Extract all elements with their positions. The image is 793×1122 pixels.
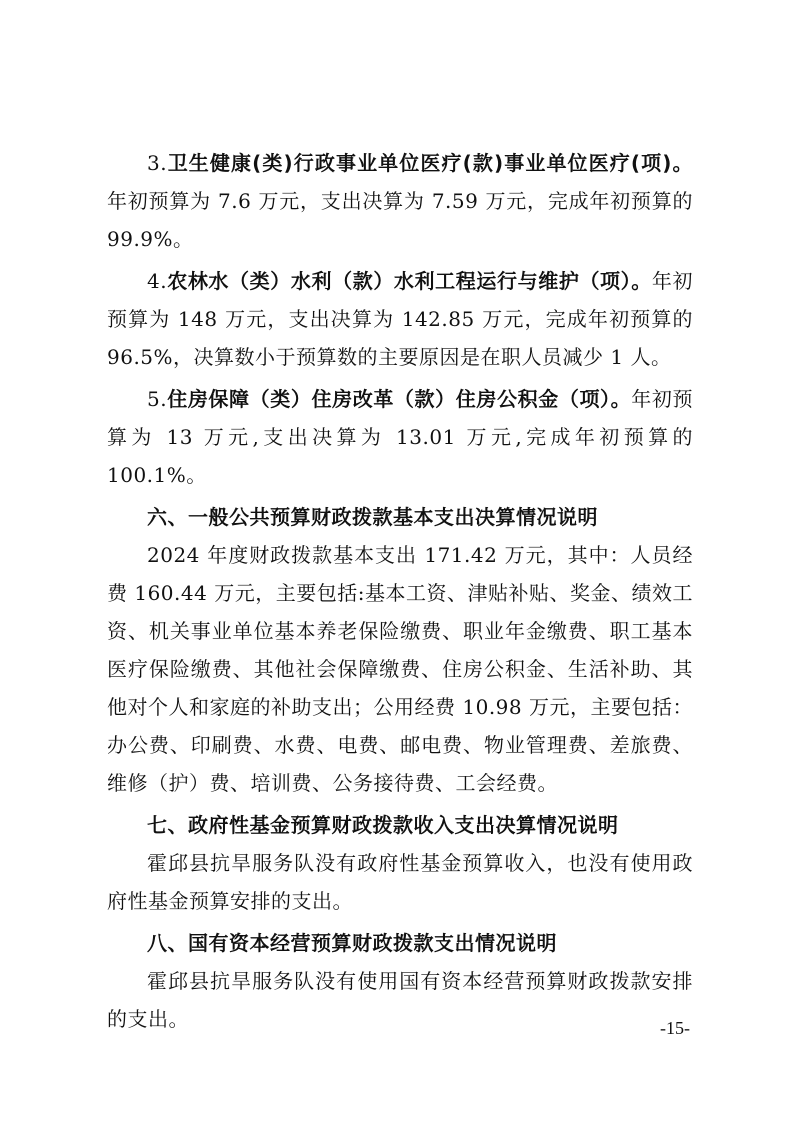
item-5-body: 年初预算为 13 万元,支出决算为 13.01 万元,完成年初预算的 100.1%。	[107, 387, 694, 487]
item-5-paragraph	[107, 380, 693, 494]
page-content	[107, 144, 693, 1038]
item-3-body: 年初预算为 7.6 万元，支出决算为 7.59 万元，完成年初预算的 99.9%。	[107, 189, 693, 251]
item-5-title: 住房保障（类）住房改革（款）住房公积金（项）。	[167, 387, 632, 411]
item-4-body: 年初预算为 148 万元，支出决算为 142.85 万元，完成年初预算的 96.5%，决算数小于预算数的主要原因是在职人员减少 1 人。	[107, 269, 694, 369]
section-8-heading: 八、国有资本经营预算财政拨款支出情况说明	[147, 931, 557, 955]
item-3-paragraph	[107, 144, 693, 258]
item-3-number: 3.	[147, 151, 168, 175]
section-8-text: 霍邱县抗旱服务队没有使用国有资本经营预算财政拨款安排的支出。	[107, 969, 693, 1031]
item-5-number: 5.	[147, 387, 168, 411]
item-4-title: 农林水（类）水利（款）水利工程运行与维护（项）。	[167, 269, 652, 293]
section-6-text: 2024 年度财政拨款基本支出 171.42 万元，其中：人员经费 160.44 万元，主要包括:基本工资、津贴补贴、奖金、绩效工资、机关事业单位基本养老保险缴费、职业年金缴费、职工基本医疗保险缴费、其他社会保障缴费、住房公积金、生活补助、其他对个人和家庭的补助支出；公用经费 10.98 万元，主要包括：办公费、印刷费、水费、电费、邮电费、物业管理费、差旅费、维修（护）费、培训费、公务接待费、工会经费。	[107, 543, 693, 795]
item-4-paragraph	[107, 262, 693, 376]
section-7-text: 霍邱县抗旱服务队没有政府性基金预算收入，也没有使用政府性基金预算安排的支出。	[107, 851, 693, 913]
section-6-heading: 六、一般公共预算财政拨款基本支出决算情况说明	[147, 505, 598, 529]
item-4-number: 4.	[147, 269, 168, 293]
section-7-heading: 七、政府性基金预算财政拨款收入支出决算情况说明	[147, 813, 619, 837]
page-number: -15-	[660, 1018, 690, 1038]
item-3-title: 卫生健康(类)行政事业单位医疗(款)事业单位医疗(项)。	[167, 151, 693, 175]
